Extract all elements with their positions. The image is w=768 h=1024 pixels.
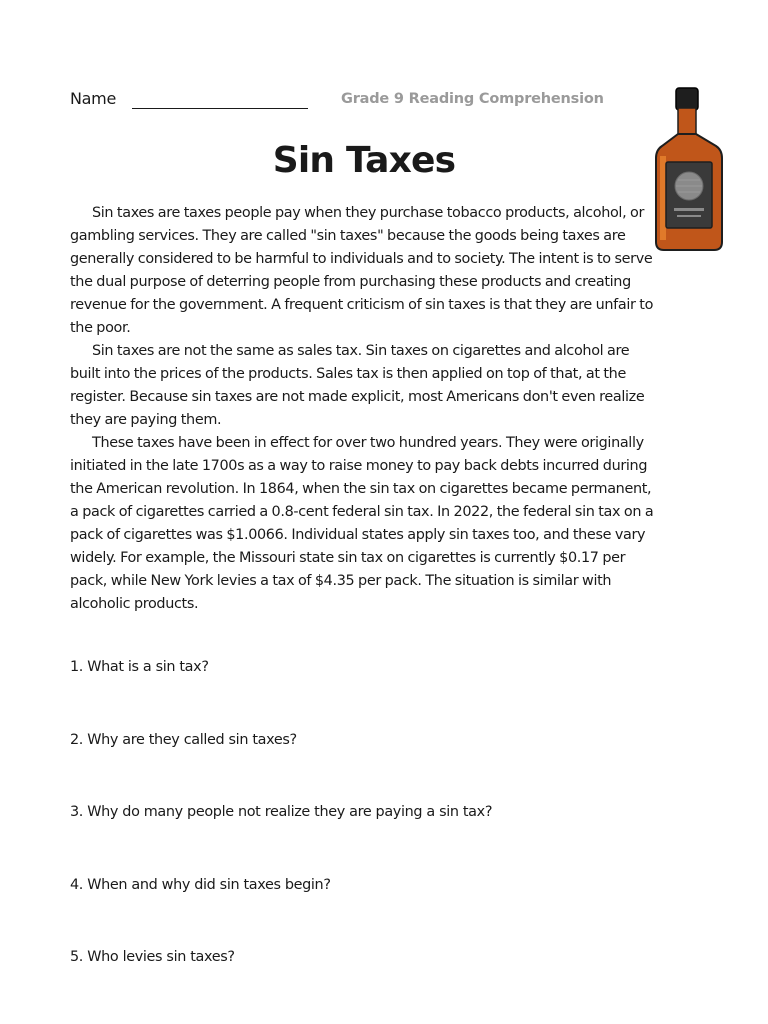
passage-paragraph: These taxes have been in effect for over two hundred years. They were originally initiated in the late 1700s as a way to raise money to pay back debts incurred during the American revolution. In 1864, when the sin tax on cigarettes became permanent, a pack of cigarettes carried a 0.8-cent federal sin tax. In 2022, the federal sin tax on a pack of cigarettes was $1.0066. Individual states apply sin taxes too, and these vary widely. For example, the Missouri state sin tax on cigarettes is currently $0.17 per pack, while New York levies a tax of $4.35 per pack. The situation is similar with alcoholic products. xyxy=(70,435,654,612)
passage-paragraph: Sin taxes are taxes people pay when they purchase tobacco products, alcohol, or gambling services. They are called "sin taxes" because the goods being taxes are generally considered to be harmful to individuals and to society. The intent is to serve the dual purpose of deterring people from purchasing these products and creating revenue for the government. A frequent criticism of sin taxes is that they are unfair to the poor. xyxy=(70,205,654,336)
question-item: 1. What is a sin tax? xyxy=(70,659,209,675)
bottle-neck xyxy=(678,108,696,134)
passage-paragraph: Sin taxes are not the same as sales tax. Sin taxes on cigarettes and alcohol are built into the prices of the products. Sales tax is then applied on top of that, at the register. Because sin taxes are not made explicit, most Americans don't even realize they are paying them. xyxy=(70,343,645,428)
grade-label: Grade 9 Reading Comprehension xyxy=(341,91,604,107)
reading-passage xyxy=(70,202,660,616)
name-blank-line xyxy=(132,108,308,109)
page-title: Sin Taxes xyxy=(272,140,456,181)
question-item: 5. Who levies sin taxes? xyxy=(70,949,235,965)
question-item: 4. When and why did sin taxes begin? xyxy=(70,877,331,893)
worksheet-header xyxy=(70,89,650,113)
bottle-cap xyxy=(676,88,698,110)
question-item: 2. Why are they called sin taxes? xyxy=(70,732,297,748)
question-item: 3. Why do many people not realize they are paying a sin tax? xyxy=(70,804,493,820)
name-label: Name xyxy=(70,89,117,108)
